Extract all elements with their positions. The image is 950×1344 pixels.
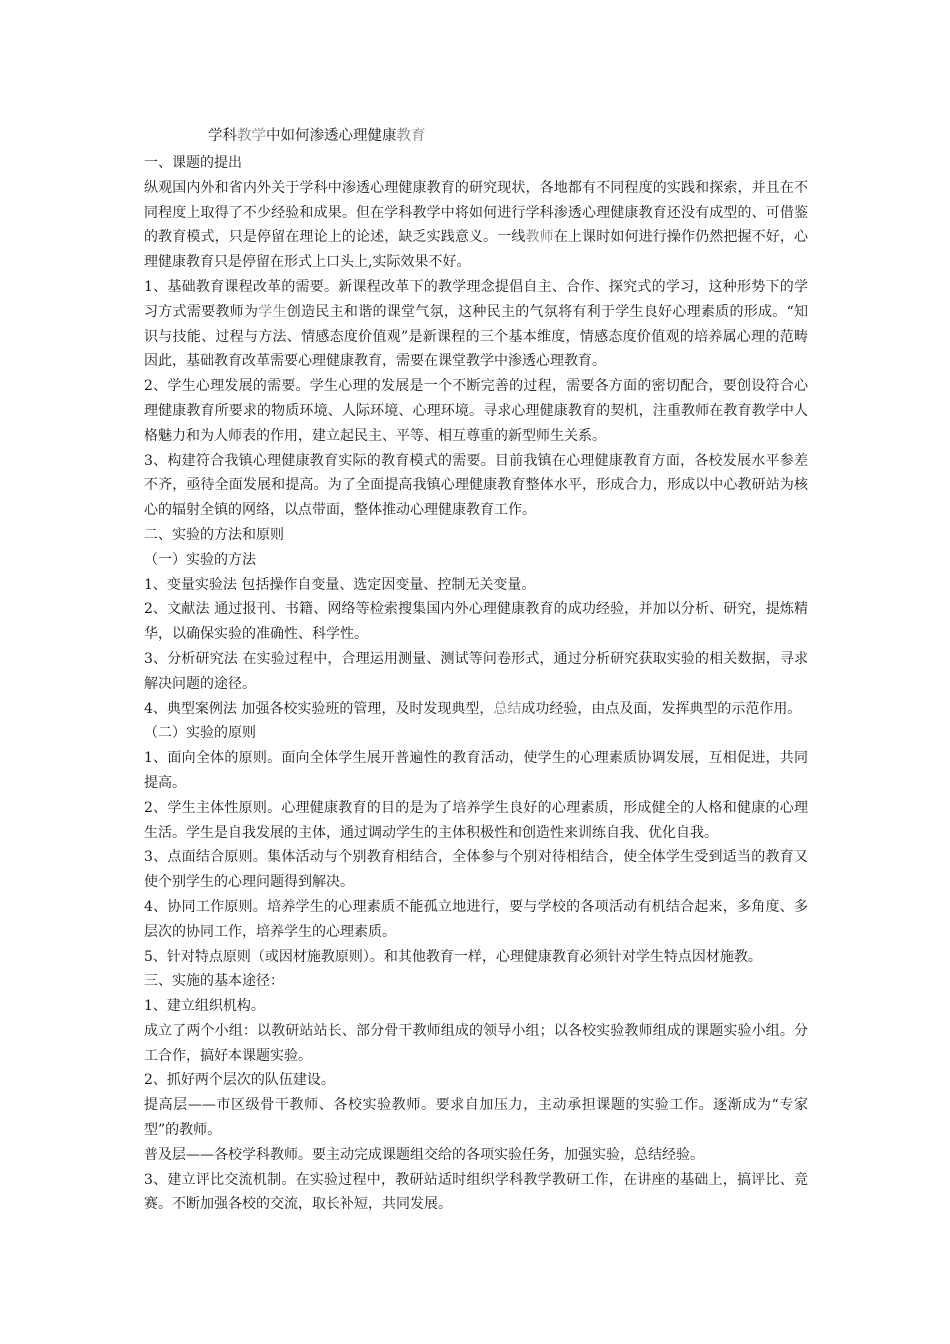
paragraph-text: 在上课时如何进行操作仍然把握不好，心理健康教育只是停留在形式上口头上,实际效果不好。 <box>144 229 809 271</box>
paragraph <box>144 176 808 275</box>
paragraph: 二、实验的方法和原则 <box>144 526 284 543</box>
inline-link[interactable]: 总结 <box>493 700 522 717</box>
inline-link[interactable]: 教师 <box>525 229 554 246</box>
paragraph: 一、课题的提出 <box>144 155 242 171</box>
title-link-education[interactable]: 教育 <box>396 128 426 144</box>
paragraph: （一）实验的方法 <box>144 551 256 568</box>
paragraph-text: 创造民主和谐的课堂气氛，这种民主的气氛将有利于学生良好心理素质的形成。“知识与技能、过程与方法、情感态度价值观”是新课程的三个基本维度，情感态度价值观的培养属心理的范畴因此，基础教育改革需要心理健康教育，需要在课堂教学中渗透心理教育。 <box>144 303 809 370</box>
paragraph: 4、协同工作原则。培养学生的心理素质不能孤立地进行，要与学校的各项活动有机结合起来，多角度、多层次的协同工作，培养学生的心理素质。 <box>144 898 808 940</box>
title-text-2: 中如何渗透心理健康 <box>266 128 397 144</box>
document-title <box>208 124 808 148</box>
paragraph: 1、面向全体的原则。面向全体学生展开普遍性的教育活动，使学生的心理素质协调发展，互相促进，共同提高。 <box>144 750 808 791</box>
paragraph <box>144 697 808 722</box>
paragraph-text: 纵观国内外和省内外关于学科中渗透心理健康教育的研究现状，各地都有不同程度的实践和探索，并且在不同程度上取得了不少经验和成果。但在学科教学中将如何进行学科渗透心理健康教育还没有成型的、可借鉴的教育模式，只是停留在理论上的论述，缺乏实践意义。一线 <box>144 179 808 246</box>
paragraph: （二）实验的原则 <box>144 725 256 742</box>
paragraph: 成立了两个小组：以教研站站长、部分骨干教师组成的领导小组；以各校实验教师组成的课题实验小组。分工合作，搞好本课题实验。 <box>144 1022 808 1064</box>
paragraph: 2、学生主体性原则。心理健康教育的目的是为了培养学生良好的心理素质，形成健全的人格和健康的心理生活。学生是自我发展的主体，通过调动学生的主体积极性和创造性来训练自我、优化自我。 <box>144 799 808 841</box>
paragraph: 1、变量实验法 包括操作自变量、选定因变量、控制无关变量。 <box>144 576 536 593</box>
inline-link[interactable]: 学生 <box>258 303 287 320</box>
paragraph: 提高层——市区级骨干教师、各校实验教师。要求自加压力，主动承担课题的实验工作。逐渐成为“专家型”的教师。 <box>144 1097 808 1139</box>
title-link-teaching[interactable]: 教学 <box>237 128 266 144</box>
paragraph: 3、构建符合我镇心理健康教育实际的教育模式的需要。目前我镇在心理健康教育方面，各校发展水平参差不齐，亟待全面发展和提高。为了全面提高我镇心理健康教育整体水平，形成合力，形成以中心教研站为核心的辐射全镇的网络，以点带面，整体推动心理健康教育工作。 <box>144 452 808 519</box>
document-page <box>144 124 808 1217</box>
document-body <box>144 151 808 1217</box>
paragraph: 普及层——各校学科教师。要主动完成课题组交给的各项实验任务，加强实验，总结经验。 <box>144 1146 704 1163</box>
paragraph-text: 成功经验，由点及面，发挥典型的示范作用。 <box>521 700 802 717</box>
paragraph: 1、建立组织机构。 <box>144 998 265 1015</box>
paragraph: 2、学生心理发展的需要。学生心理的发展是一个不断完善的过程，需要各方面的密切配合，要创设符合心理健康教育所要求的物质环境、人际环境、心理环境。寻求心理健康教育的契机，注重教师在教育教学中人格魅力和为人师表的作用，建立起民主、平等、相互尊重的新型师生关系。 <box>144 378 808 444</box>
paragraph: 5、针对特点原则（或因材施教原则）。和其他教育一样，心理健康教育必须针对学生特点因材施教。 <box>144 948 762 965</box>
paragraph: 2、文献法 通过报刊、书籍、网络等检索搜集国内外心理健康教育的成功经验，并加以分析、研究，提炼精华，以确保实验的准确性、科学性。 <box>144 601 808 643</box>
paragraph: 3、点面结合原则。集体活动与个别教育相结合，全体参与个别对待相结合，使全体学生受到适当的教育又使个别学生的心理问题得到解决。 <box>144 849 808 891</box>
title-text-1: 学科 <box>208 128 237 144</box>
paragraph: 3、分析研究法 在实验过程中，合理运用测量、测试等问卷形式，通过分析研究获取实验的相关数据，寻求解决问题的途径。 <box>144 650 808 692</box>
paragraph: 2、抓好两个层次的队伍建设。 <box>144 1072 335 1089</box>
paragraph <box>144 275 808 374</box>
paragraph-text: 4、典型案例法 加强各校实验班的管理，及时发现典型， <box>144 700 494 717</box>
paragraph: 三、实施的基本途径： <box>144 973 284 990</box>
paragraph: 3、建立评比交流机制。在实验过程中，教研站适时组织学科教学教研工作，在讲座的基础上，搞评比、竞赛。不断加强各校的交流，取长补短，共同发展。 <box>144 1171 808 1213</box>
paragraph-text: 1、基础教育课程改革的需要。新课程改革下的教学理念提倡自主、合作、探究式的学习，这种形势下的学习方式需要教师为 <box>144 278 808 320</box>
